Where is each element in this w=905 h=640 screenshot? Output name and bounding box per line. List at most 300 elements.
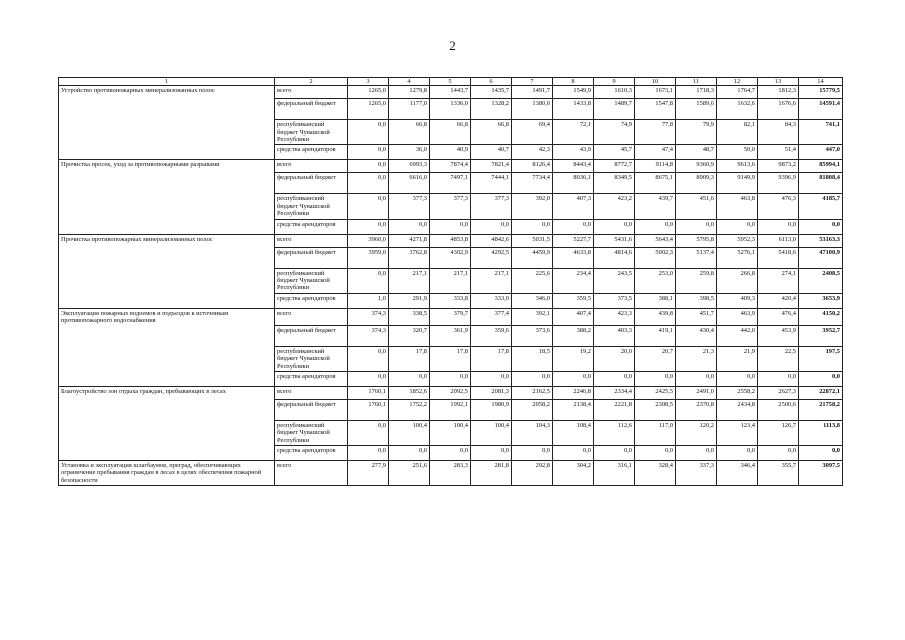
- table-row: [59, 160, 843, 173]
- value-cell: 451,6: [676, 194, 717, 219]
- value-cell: 430,4: [676, 325, 717, 346]
- total-cell: 21758,2: [799, 399, 843, 420]
- funding-source: федеральный бюджет: [275, 399, 348, 420]
- value-cell: 419,1: [635, 325, 676, 346]
- table-row: [59, 293, 843, 308]
- total-cell: 85994,1: [799, 160, 843, 173]
- value-cell: 1752,2: [389, 399, 430, 420]
- header-cell: 3: [348, 78, 389, 86]
- value-cell: 0,0: [676, 445, 717, 460]
- value-cell: 361,9: [430, 325, 471, 346]
- value-cell: 283,3: [430, 460, 471, 485]
- total-cell: 14591,4: [799, 99, 843, 120]
- funding-source: средства арендаторов: [275, 293, 348, 308]
- value-cell: 251,6: [389, 460, 430, 485]
- row-description-empty: [59, 325, 275, 346]
- value-cell: 66,8: [389, 120, 430, 145]
- value-cell: 4302,9: [430, 247, 471, 268]
- value-cell: 2162,5: [512, 386, 553, 399]
- row-description-empty: [59, 445, 275, 460]
- row-description-empty: [59, 120, 275, 145]
- value-cell: 4459,9: [512, 247, 553, 268]
- funding-source: республиканский бюджет Чувашской Республики: [275, 346, 348, 371]
- row-description-empty: [59, 420, 275, 445]
- value-cell: 8675,1: [635, 173, 676, 194]
- value-cell: 316,1: [594, 460, 635, 485]
- value-cell: 1443,7: [430, 86, 471, 99]
- value-cell: 2246,8: [553, 386, 594, 399]
- row-description: Установка и эксплуатация шлагбаумов, преград, обеспечивающих ограничение пребывания граждан в лесах в целях обеспечения пожарной безопасности: [59, 460, 275, 485]
- value-cell: 1812,3: [758, 86, 799, 99]
- value-cell: 0,0: [512, 371, 553, 386]
- value-cell: 377,3: [389, 194, 430, 219]
- value-cell: 3959,0: [348, 247, 389, 268]
- header-cell: 5: [430, 78, 471, 86]
- value-cell: 0,0: [594, 371, 635, 386]
- value-cell: 5002,3: [635, 247, 676, 268]
- value-cell: 69,4: [512, 120, 553, 145]
- table-row: [59, 86, 843, 99]
- value-cell: 439,8: [635, 308, 676, 325]
- value-cell: 4853,8: [430, 234, 471, 247]
- value-cell: 9149,9: [717, 173, 758, 194]
- funding-source: республиканский бюджет Чувашской Республики: [275, 420, 348, 445]
- value-cell: 36,0: [389, 145, 430, 160]
- header-cell: 12: [717, 78, 758, 86]
- value-cell: 48,7: [676, 145, 717, 160]
- value-cell: 1547,8: [635, 99, 676, 120]
- value-cell: 5418,6: [758, 247, 799, 268]
- value-cell: 409,3: [717, 293, 758, 308]
- value-cell: 373,6: [512, 325, 553, 346]
- value-cell: 2425,5: [635, 386, 676, 399]
- header-cell: 11: [676, 78, 717, 86]
- value-cell: 84,3: [758, 120, 799, 145]
- value-cell: 17,8: [389, 346, 430, 371]
- value-cell: 1,0: [348, 293, 389, 308]
- table-row: [59, 173, 843, 194]
- header-cell: 8: [553, 78, 594, 86]
- value-cell: 1265,0: [348, 86, 389, 99]
- value-cell: 407,3: [553, 194, 594, 219]
- row-description-empty: [59, 194, 275, 219]
- value-cell: 19,2: [553, 346, 594, 371]
- header-cell: 6: [471, 78, 512, 86]
- total-cell: 47100,9: [799, 247, 843, 268]
- funding-source: федеральный бюджет: [275, 173, 348, 194]
- value-cell: 0,0: [717, 219, 758, 234]
- value-cell: 0,0: [512, 445, 553, 460]
- value-cell: 0,0: [471, 371, 512, 386]
- value-cell: 1764,7: [717, 86, 758, 99]
- value-cell: 7444,1: [471, 173, 512, 194]
- value-cell: 374,3: [348, 308, 389, 325]
- value-cell: 0,0: [389, 219, 430, 234]
- header-cell: 2: [275, 78, 348, 86]
- table-row: [59, 120, 843, 145]
- value-cell: 4271,8: [389, 234, 430, 247]
- funding-source: республиканский бюджет Чувашской Республики: [275, 120, 348, 145]
- value-cell: 1992,1: [430, 399, 471, 420]
- value-cell: 423,3: [594, 308, 635, 325]
- value-cell: 0,0: [553, 371, 594, 386]
- value-cell: 2370,8: [676, 399, 717, 420]
- value-cell: 8772,7: [594, 160, 635, 173]
- value-cell: 379,7: [430, 308, 471, 325]
- table-row: [59, 386, 843, 399]
- total-cell: 197,5: [799, 346, 843, 371]
- table-row: [59, 460, 843, 485]
- value-cell: 20,0: [594, 346, 635, 371]
- value-cell: 9873,2: [758, 160, 799, 173]
- value-cell: 373,5: [594, 293, 635, 308]
- table-row: [59, 145, 843, 160]
- total-cell: 3952,7: [799, 325, 843, 346]
- funding-source: всего: [275, 460, 348, 485]
- row-description: Прочистка просек, уход за противопожарными разрывами: [59, 160, 275, 173]
- value-cell: 0,0: [348, 346, 389, 371]
- total-cell: 81808,4: [799, 173, 843, 194]
- value-cell: 0,0: [348, 173, 389, 194]
- value-cell: 392,1: [512, 308, 553, 325]
- value-cell: 45,7: [594, 145, 635, 160]
- value-cell: 77,8: [635, 120, 676, 145]
- value-cell: 476,4: [758, 308, 799, 325]
- value-cell: 9613,6: [717, 160, 758, 173]
- total-cell: 22872,1: [799, 386, 843, 399]
- value-cell: 0,0: [676, 219, 717, 234]
- value-cell: 2334,4: [594, 386, 635, 399]
- value-cell: 1549,9: [553, 86, 594, 99]
- value-cell: 0,0: [430, 219, 471, 234]
- header-cell: 7: [512, 78, 553, 86]
- value-cell: 50,0: [717, 145, 758, 160]
- header-cell: 1: [59, 78, 275, 86]
- value-cell: 5643,4: [635, 234, 676, 247]
- value-cell: 0,0: [389, 371, 430, 386]
- value-cell: 9396,9: [758, 173, 799, 194]
- value-cell: 1980,9: [471, 399, 512, 420]
- total-cell: 0,0: [799, 445, 843, 460]
- value-cell: 9360,9: [676, 160, 717, 173]
- value-cell: 337,3: [676, 460, 717, 485]
- total-cell: 53163,3: [799, 234, 843, 247]
- value-cell: 17,8: [430, 346, 471, 371]
- value-cell: 5795,8: [676, 234, 717, 247]
- value-cell: 40,9: [430, 145, 471, 160]
- value-cell: 0,0: [635, 371, 676, 386]
- value-cell: 1718,3: [676, 86, 717, 99]
- value-cell: 333,8: [430, 293, 471, 308]
- value-cell: 0,0: [553, 445, 594, 460]
- row-description-empty: [59, 268, 275, 293]
- value-cell: 2627,3: [758, 386, 799, 399]
- value-cell: 6993,3: [389, 160, 430, 173]
- value-cell: 51,4: [758, 145, 799, 160]
- total-cell: 4150,2: [799, 308, 843, 325]
- value-cell: 0,0: [717, 371, 758, 386]
- row-description-empty: [59, 99, 275, 120]
- value-cell: 266,8: [717, 268, 758, 293]
- value-cell: 0,0: [512, 219, 553, 234]
- value-cell: 0,0: [717, 445, 758, 460]
- value-cell: 377,3: [430, 194, 471, 219]
- value-cell: 100,4: [430, 420, 471, 445]
- value-cell: 243,5: [594, 268, 635, 293]
- total-cell: 3653,9: [799, 293, 843, 308]
- table-row: [59, 308, 843, 325]
- value-cell: 0,0: [430, 371, 471, 386]
- value-cell: 403,3: [594, 325, 635, 346]
- value-cell: 0,0: [348, 219, 389, 234]
- value-cell: 1177,0: [389, 99, 430, 120]
- value-cell: 8909,3: [676, 173, 717, 194]
- header-cell: 9: [594, 78, 635, 86]
- value-cell: 0,0: [471, 219, 512, 234]
- total-cell: 2408,5: [799, 268, 843, 293]
- value-cell: 1610,3: [594, 86, 635, 99]
- row-description: Эксплуатация пожарных водоемов и подъездов к источникам противопожарного водоснабжения: [59, 308, 275, 325]
- value-cell: 451,7: [676, 308, 717, 325]
- value-cell: 1676,6: [758, 99, 799, 120]
- value-cell: 5276,1: [717, 247, 758, 268]
- value-cell: 42,3: [512, 145, 553, 160]
- value-cell: 1265,0: [348, 99, 389, 120]
- value-cell: 0,0: [348, 420, 389, 445]
- value-cell: 2558,2: [717, 386, 758, 399]
- value-cell: 377,4: [471, 308, 512, 325]
- header-cell: 13: [758, 78, 799, 86]
- budget-table: [58, 77, 843, 486]
- funding-source: всего: [275, 308, 348, 325]
- value-cell: 1433,8: [553, 99, 594, 120]
- value-cell: 407,4: [553, 308, 594, 325]
- value-cell: 463,8: [717, 194, 758, 219]
- row-description-empty: [59, 371, 275, 386]
- value-cell: 7874,4: [430, 160, 471, 173]
- total-cell: 447,0: [799, 145, 843, 160]
- value-cell: 3762,8: [389, 247, 430, 268]
- value-cell: 9114,8: [635, 160, 676, 173]
- value-cell: 1589,6: [676, 99, 717, 120]
- value-cell: 277,9: [348, 460, 389, 485]
- value-cell: 21,3: [676, 346, 717, 371]
- table-row: [59, 371, 843, 386]
- value-cell: 291,9: [389, 293, 430, 308]
- value-cell: 117,0: [635, 420, 676, 445]
- header-cell: 10: [635, 78, 676, 86]
- value-cell: 2221,8: [594, 399, 635, 420]
- funding-source: средства арендаторов: [275, 371, 348, 386]
- value-cell: 0,0: [348, 160, 389, 173]
- value-cell: 0,0: [758, 445, 799, 460]
- value-cell: 5952,3: [717, 234, 758, 247]
- value-cell: 0,0: [348, 445, 389, 460]
- value-cell: 253,0: [635, 268, 676, 293]
- value-cell: 0,0: [389, 445, 430, 460]
- funding-source: республиканский бюджет Чувашской Республики: [275, 268, 348, 293]
- value-cell: 1279,8: [389, 86, 430, 99]
- value-cell: 4633,8: [553, 247, 594, 268]
- value-cell: 7734,4: [512, 173, 553, 194]
- value-cell: 120,2: [676, 420, 717, 445]
- value-cell: 259,8: [676, 268, 717, 293]
- total-cell: 741,1: [799, 120, 843, 145]
- value-cell: 100,4: [389, 420, 430, 445]
- value-cell: 346,4: [717, 460, 758, 485]
- value-cell: 1632,6: [717, 99, 758, 120]
- value-cell: 1491,7: [512, 86, 553, 99]
- value-cell: 8443,4: [553, 160, 594, 173]
- value-cell: 17,8: [471, 346, 512, 371]
- value-cell: 20,7: [635, 346, 676, 371]
- funding-source: федеральный бюджет: [275, 325, 348, 346]
- header-cell: 4: [389, 78, 430, 86]
- total-cell: 15779,5: [799, 86, 843, 99]
- value-cell: 346,0: [512, 293, 553, 308]
- value-cell: 388,2: [553, 325, 594, 346]
- value-cell: 234,4: [553, 268, 594, 293]
- value-cell: 100,4: [471, 420, 512, 445]
- value-cell: 5137,4: [676, 247, 717, 268]
- funding-source: федеральный бюджет: [275, 247, 348, 268]
- funding-source: всего: [275, 160, 348, 173]
- funding-source: республиканский бюджет Чувашской Республики: [275, 194, 348, 219]
- value-cell: 6616,0: [389, 173, 430, 194]
- funding-source: средства арендаторов: [275, 219, 348, 234]
- value-cell: 7497,1: [430, 173, 471, 194]
- value-cell: 123,4: [717, 420, 758, 445]
- value-cell: 320,7: [389, 325, 430, 346]
- funding-source: средства арендаторов: [275, 145, 348, 160]
- value-cell: 304,2: [553, 460, 594, 485]
- value-cell: 0,0: [348, 120, 389, 145]
- row-description: Прочистка противопожарных минерализованных полос: [59, 234, 275, 247]
- value-cell: 374,3: [348, 325, 389, 346]
- total-cell: 0,0: [799, 371, 843, 386]
- value-cell: 355,7: [758, 460, 799, 485]
- value-cell: 359,6: [471, 325, 512, 346]
- value-cell: 8126,4: [512, 160, 553, 173]
- value-cell: 66,8: [430, 120, 471, 145]
- row-description-empty: [59, 399, 275, 420]
- value-cell: 281,8: [471, 460, 512, 485]
- value-cell: 0,0: [758, 219, 799, 234]
- row-description-empty: [59, 219, 275, 234]
- value-cell: 2491,0: [676, 386, 717, 399]
- value-cell: 2081,3: [471, 386, 512, 399]
- value-cell: 0,0: [676, 371, 717, 386]
- value-cell: 108,4: [553, 420, 594, 445]
- table-header-row: [59, 78, 843, 86]
- value-cell: 5431,6: [594, 234, 635, 247]
- value-cell: 2138,4: [553, 399, 594, 420]
- value-cell: 423,2: [594, 194, 635, 219]
- value-cell: 1760,1: [348, 399, 389, 420]
- value-cell: 476,3: [758, 194, 799, 219]
- table-row: [59, 219, 843, 234]
- value-cell: 112,6: [594, 420, 635, 445]
- value-cell: 2500,6: [758, 399, 799, 420]
- value-cell: 0,0: [635, 219, 676, 234]
- table-row: [59, 420, 843, 445]
- value-cell: 359,5: [553, 293, 594, 308]
- value-cell: 2434,8: [717, 399, 758, 420]
- value-cell: 463,9: [717, 308, 758, 325]
- value-cell: 1380,0: [512, 99, 553, 120]
- table-row: [59, 346, 843, 371]
- value-cell: 104,3: [512, 420, 553, 445]
- value-cell: 217,1: [389, 268, 430, 293]
- value-cell: 79,9: [676, 120, 717, 145]
- table-row: [59, 194, 843, 219]
- value-cell: 225,6: [512, 268, 553, 293]
- value-cell: 217,1: [471, 268, 512, 293]
- value-cell: 398,5: [676, 293, 717, 308]
- value-cell: 43,9: [553, 145, 594, 160]
- value-cell: 0,0: [553, 219, 594, 234]
- row-description-empty: [59, 247, 275, 268]
- funding-source: всего: [275, 386, 348, 399]
- table-row: [59, 268, 843, 293]
- value-cell: 18,5: [512, 346, 553, 371]
- value-cell: 0,0: [348, 145, 389, 160]
- value-cell: 4814,6: [594, 247, 635, 268]
- value-cell: 82,1: [717, 120, 758, 145]
- value-cell: 377,3: [471, 194, 512, 219]
- value-cell: 0,0: [348, 194, 389, 219]
- value-cell: 1673,1: [635, 86, 676, 99]
- value-cell: 0,0: [430, 445, 471, 460]
- row-description-empty: [59, 145, 275, 160]
- funding-source: федеральный бюджет: [275, 99, 348, 120]
- value-cell: 453,9: [758, 325, 799, 346]
- total-cell: 3097,5: [799, 460, 843, 485]
- value-cell: 8036,1: [553, 173, 594, 194]
- value-cell: 0,0: [348, 268, 389, 293]
- value-cell: 1852,6: [389, 386, 430, 399]
- row-description: Благоустройство зон отдыха граждан, пребывающих в лесах: [59, 386, 275, 399]
- value-cell: 2308,5: [635, 399, 676, 420]
- value-cell: 0,0: [635, 445, 676, 460]
- value-cell: 0,0: [594, 445, 635, 460]
- value-cell: 328,4: [635, 460, 676, 485]
- total-cell: 0,0: [799, 219, 843, 234]
- page-number: 2: [449, 38, 456, 53]
- value-cell: 5227,7: [553, 234, 594, 247]
- value-cell: 0,0: [471, 445, 512, 460]
- value-cell: 21,9: [717, 346, 758, 371]
- table-row: [59, 445, 843, 460]
- table-row: [59, 247, 843, 268]
- value-cell: 74,9: [594, 120, 635, 145]
- value-cell: 333,0: [471, 293, 512, 308]
- row-description-empty: [59, 293, 275, 308]
- value-cell: 40,7: [471, 145, 512, 160]
- value-cell: 0,0: [348, 371, 389, 386]
- row-description-empty: [59, 346, 275, 371]
- value-cell: 5031,5: [512, 234, 553, 247]
- value-cell: 1336,0: [430, 99, 471, 120]
- row-description: Устройство противопожарных минерализованных полос: [59, 86, 275, 99]
- table-row: [59, 234, 843, 247]
- funding-source: всего: [275, 86, 348, 99]
- value-cell: 8349,5: [594, 173, 635, 194]
- funding-source: всего: [275, 234, 348, 247]
- value-cell: 2092,5: [430, 386, 471, 399]
- value-cell: 1489,7: [594, 99, 635, 120]
- value-cell: 126,7: [758, 420, 799, 445]
